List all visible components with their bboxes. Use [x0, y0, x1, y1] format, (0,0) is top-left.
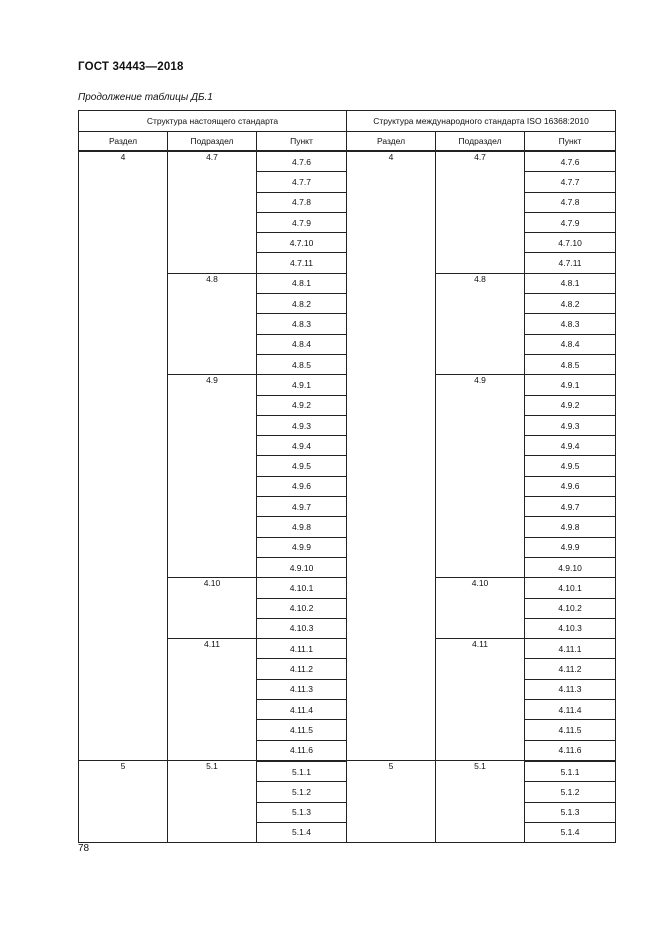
cell-iso-punkt: 5.1.4 [525, 822, 616, 842]
cell-iso-podrazdel: 4.9 [436, 375, 525, 578]
cell-iso-punkt: 4.11.3 [525, 679, 616, 699]
cell-punkt: 4.9.9 [257, 537, 347, 557]
page-number: 78 [78, 843, 90, 854]
cell-punkt: 4.7.8 [257, 192, 347, 212]
col-header-iso-razdel: Раздел [347, 132, 436, 152]
cell-punkt: 4.7.6 [257, 151, 347, 172]
cell-punkt: 4.11.4 [257, 700, 347, 720]
cell-iso-punkt: 4.7.7 [525, 172, 616, 192]
cell-iso-punkt: 4.9.1 [525, 375, 616, 395]
group-header-right: Структура международного стандарта ISO 16368:2010 [347, 111, 616, 132]
col-header-podrazdel: Подраздел [168, 132, 257, 152]
cell-iso-punkt: 4.9.4 [525, 436, 616, 456]
cell-iso-punkt: 4.8.3 [525, 314, 616, 334]
cell-iso-punkt: 4.10.1 [525, 578, 616, 598]
cell-punkt: 4.10.2 [257, 598, 347, 618]
cell-punkt: 4.8.4 [257, 334, 347, 354]
col-header-razdel: Раздел [79, 132, 168, 152]
cell-iso-punkt: 5.1.3 [525, 802, 616, 822]
cell-podrazdel: 5.1 [168, 761, 257, 843]
cell-punkt: 4.9.7 [257, 497, 347, 517]
cell-iso-razdel: 4 [347, 151, 436, 761]
cell-iso-punkt: 5.1.2 [525, 782, 616, 802]
cell-iso-punkt: 4.11.6 [525, 740, 616, 761]
cell-punkt: 5.1.4 [257, 822, 347, 842]
cell-iso-punkt: 4.9.5 [525, 456, 616, 476]
cell-iso-punkt: 4.9.9 [525, 537, 616, 557]
cell-punkt: 4.11.1 [257, 639, 347, 659]
cell-punkt: 4.10.1 [257, 578, 347, 598]
cell-punkt: 4.9.5 [257, 456, 347, 476]
group-header-left: Структура настоящего стандарта [79, 111, 347, 132]
cell-razdel: 5 [79, 761, 168, 843]
col-header-punkt: Пункт [257, 132, 347, 152]
document-code: ГОСТ 34443—2018 [78, 61, 184, 73]
cell-iso-punkt: 4.7.9 [525, 212, 616, 232]
cell-iso-punkt: 4.7.8 [525, 192, 616, 212]
cell-punkt: 4.8.2 [257, 294, 347, 314]
cell-iso-podrazdel: 4.10 [436, 578, 525, 639]
table-row [79, 151, 616, 172]
cell-punkt: 4.9.3 [257, 415, 347, 435]
cell-iso-punkt: 4.7.6 [525, 151, 616, 172]
cell-punkt: 4.11.5 [257, 720, 347, 740]
cell-iso-podrazdel: 4.7 [436, 151, 525, 273]
cell-iso-punkt: 4.9.6 [525, 476, 616, 496]
cell-iso-punkt: 4.8.1 [525, 273, 616, 293]
cell-punkt: 4.11.6 [257, 740, 347, 761]
cell-punkt: 4.7.7 [257, 172, 347, 192]
cell-iso-punkt: 4.9.7 [525, 497, 616, 517]
cell-iso-punkt: 4.11.4 [525, 700, 616, 720]
cell-iso-razdel: 5 [347, 761, 436, 843]
correspondence-table [78, 110, 616, 843]
cell-iso-punkt: 4.9.2 [525, 395, 616, 415]
cell-punkt: 4.9.2 [257, 395, 347, 415]
cell-iso-punkt: 4.7.10 [525, 233, 616, 253]
cell-punkt: 4.9.8 [257, 517, 347, 537]
cell-punkt: 5.1.1 [257, 761, 347, 782]
cell-iso-podrazdel: 5.1 [436, 761, 525, 843]
cell-punkt: 4.9.10 [257, 557, 347, 577]
cell-iso-punkt: 5.1.1 [525, 761, 616, 782]
cell-punkt: 4.7.9 [257, 212, 347, 232]
cell-podrazdel: 4.7 [168, 151, 257, 273]
cell-punkt: 4.10.3 [257, 618, 347, 638]
cell-iso-punkt: 4.9.10 [525, 557, 616, 577]
table-caption: Продолжение таблицы ДБ.1 [78, 92, 213, 103]
col-header-iso-podrazdel: Подраздел [436, 132, 525, 152]
cell-iso-punkt: 4.8.2 [525, 294, 616, 314]
cell-punkt: 5.1.2 [257, 782, 347, 802]
cell-punkt: 4.8.1 [257, 273, 347, 293]
cell-punkt: 4.7.11 [257, 253, 347, 273]
cell-iso-punkt: 4.7.11 [525, 253, 616, 273]
cell-punkt: 5.1.3 [257, 802, 347, 822]
cell-punkt: 4.9.1 [257, 375, 347, 395]
cell-punkt: 4.9.4 [257, 436, 347, 456]
cell-podrazdel: 4.10 [168, 578, 257, 639]
cell-punkt: 4.11.3 [257, 679, 347, 699]
table-body [79, 151, 616, 843]
cell-iso-punkt: 4.9.8 [525, 517, 616, 537]
cell-iso-podrazdel: 4.11 [436, 639, 525, 761]
cell-iso-punkt: 4.9.3 [525, 415, 616, 435]
cell-punkt: 4.8.3 [257, 314, 347, 334]
cell-podrazdel: 4.9 [168, 375, 257, 578]
cell-iso-punkt: 4.8.5 [525, 354, 616, 374]
cell-podrazdel: 4.8 [168, 273, 257, 374]
cell-punkt: 4.11.2 [257, 659, 347, 679]
cell-podrazdel: 4.11 [168, 639, 257, 761]
cell-iso-punkt: 4.10.3 [525, 618, 616, 638]
cell-iso-podrazdel: 4.8 [436, 273, 525, 374]
cell-iso-punkt: 4.8.4 [525, 334, 616, 354]
cell-iso-punkt: 4.10.2 [525, 598, 616, 618]
cell-punkt: 4.9.6 [257, 476, 347, 496]
cell-punkt: 4.7.10 [257, 233, 347, 253]
cell-razdel: 4 [79, 151, 168, 761]
cell-iso-punkt: 4.11.5 [525, 720, 616, 740]
col-header-iso-punkt: Пункт [525, 132, 616, 152]
table-row [79, 761, 616, 782]
cell-iso-punkt: 4.11.1 [525, 639, 616, 659]
cell-iso-punkt: 4.11.2 [525, 659, 616, 679]
cell-punkt: 4.8.5 [257, 354, 347, 374]
